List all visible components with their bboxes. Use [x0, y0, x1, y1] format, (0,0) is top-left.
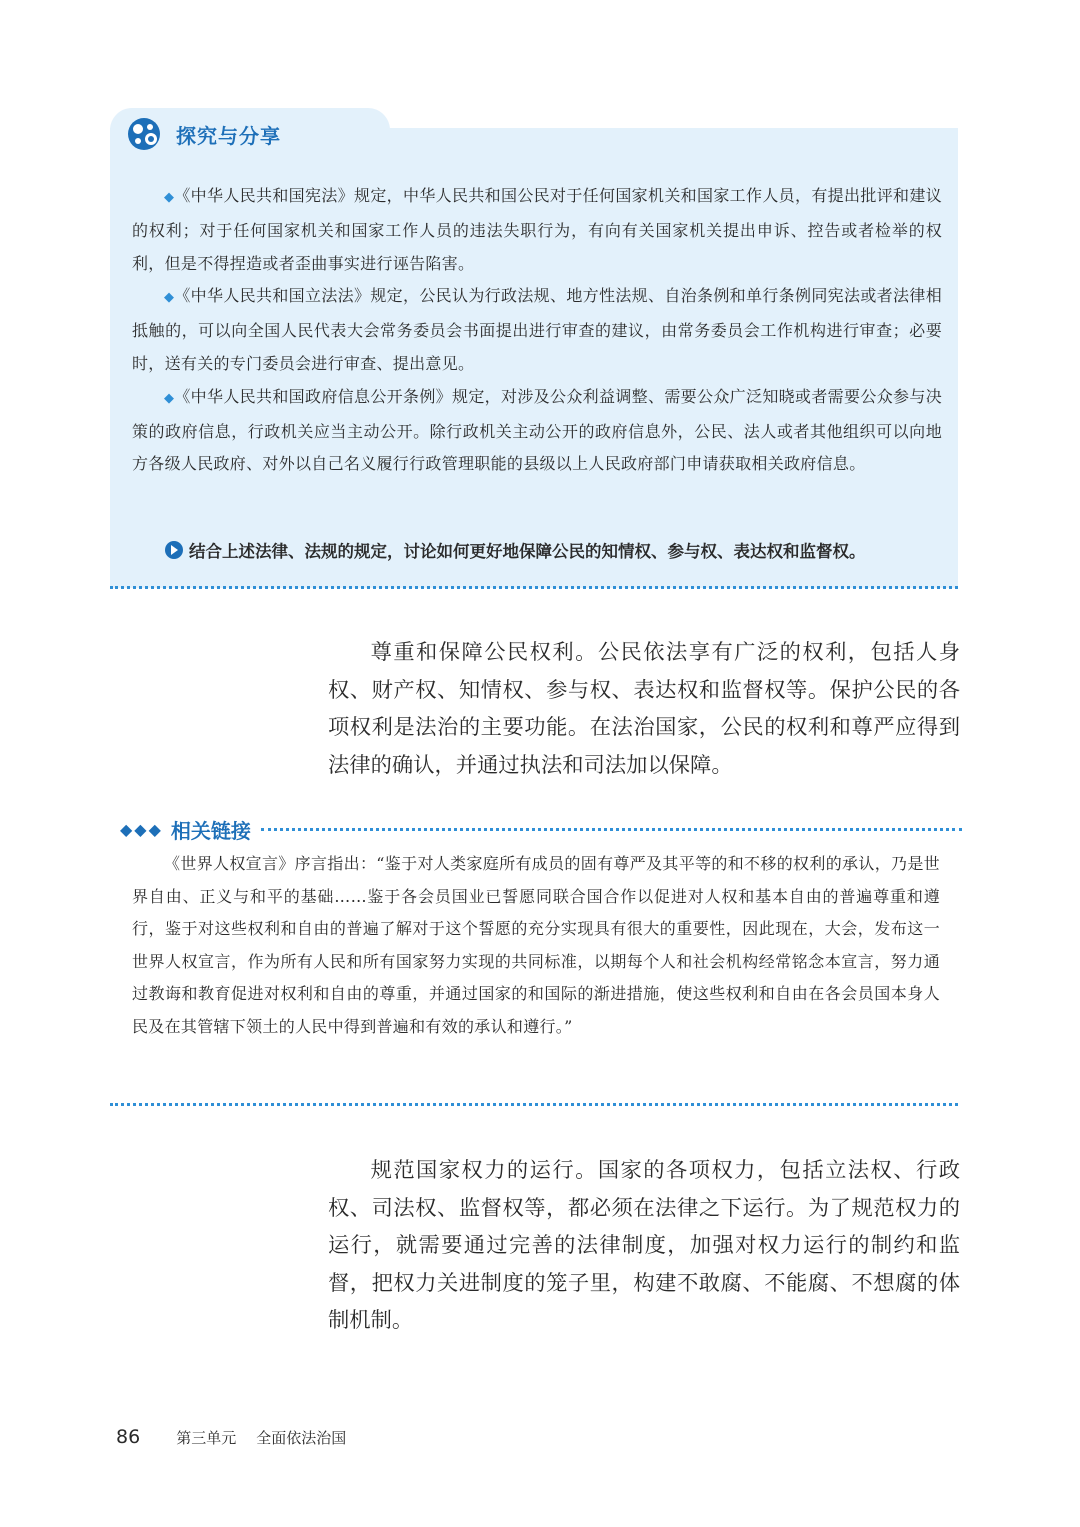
- page-number: 86: [116, 1426, 141, 1448]
- explore-paragraph: ◆《中华人民共和国政府信息公开条例》规定，对涉及公众利益调整、需要公众广泛知晓或者需要公众参与决策的政府信息，行政机关应当主动公开。除行政机关主动公开的政府信息外，公民、法人或者其他组织可以向地方各级人民政府、对外以自己名义履行行政管理职能的县级以上人民政府部门申请获取相关政府信息。: [132, 386, 942, 474]
- explore-share-title: 探究与分享: [176, 123, 281, 148]
- related-link-header: [120, 814, 962, 844]
- unit-label: 第三单元: [176, 1429, 237, 1447]
- related-link-content: 《世界人权宣言》序言指出：“鉴于对人类家庭所有成员的固有尊严及其平等的和不移的权利的承认，乃是世界自由、正义与和平的基础……鉴于各会员国业已誓愿同联合国合作以促进对人权和基本自由的普遍尊重和遵行，鉴于对这些权利和自由的普遍了解对于这个誓愿的充分实现具有很大的重要性，因此现在，大会，发布这一世界人权宣言，作为所有人民和所有国家努力实现的共同标准，以期每个人和社会机构经常铭念本宣言，努力通过教诲和教育促进对权利和自由的尊重，并通过国家的和国际的渐进措施，使这些权利和自由在各会员国本身人民及在其管辖下领土的人民中得到普遍和有效的承认和遵行。”: [132, 854, 940, 1036]
- explore-paragraph: ◆《中华人民共和国立法法》规定，公民认为行政法规、地方性法规、自治条例和单行条例同宪法或者法律相抵触的，可以向全国人民代表大会常务委员会书面提出进行审查的建议，由常务委员会工作机构进行审查；必要时，送有关的专门委员会进行审查、提出意见。: [132, 286, 942, 373]
- main-paragraph-rights: 尊重和保障公民权利。公民依法享有广泛的权利，包括人身权、财产权、知情权、参与权、表达权和监督权等。保护公民的各项权利是法治的主要功能。在法治国家，公民的权利和尊严应得到法律的确认，并通过执法和司法加以保障。: [328, 640, 960, 778]
- diamond-bullet-icon: ◆: [164, 190, 175, 205]
- diamond-bullets-icon: ◆◆◆: [120, 819, 163, 839]
- section-divider: [110, 1103, 958, 1106]
- diamond-bullet-icon: ◆: [164, 290, 175, 306]
- explore-share-content: [132, 180, 942, 481]
- section-divider: [110, 586, 958, 589]
- explore-paragraph: ◆《中华人民共和国宪法》规定，中华人民共和国公民对于任何国家机关和国家工作人员，有提出批评和建议的权利；对于任何国家机关和国家工作人员的违法失职行为，有向有关国家机关提出申诉、控告或者检举的权利，但是不得捏造或者歪曲事实进行诬告陷害。: [132, 186, 942, 273]
- discussion-question-text: 结合上述法律、法规的规定，讨论如何更好地保障公民的知情权、参与权、表达权和监督权。: [189, 542, 866, 561]
- related-link-divider: [261, 828, 962, 831]
- main-paragraph-power: 规范国家权力的运行。国家的各项权力，包括立法权、行政权、司法权、监督权等，都必须在法律之下运行。为了规范权力的运行，就需要通过完善的法律制度，加强对权力运行的制约和监督，把权力关进制度的笼子里，构建不敢腐、不能腐、不想腐的体制机制。: [328, 1158, 960, 1333]
- explore-share-header: [126, 114, 281, 154]
- unit-title: 全面依法治国: [256, 1429, 347, 1447]
- discussion-question: [165, 538, 955, 562]
- explore-globe-icon: [126, 116, 162, 152]
- question-arrow-icon: [165, 541, 183, 559]
- diamond-bullet-icon: ◆: [164, 390, 175, 406]
- related-link-title: 相关链接: [170, 818, 251, 843]
- page-footer: [116, 1426, 346, 1448]
